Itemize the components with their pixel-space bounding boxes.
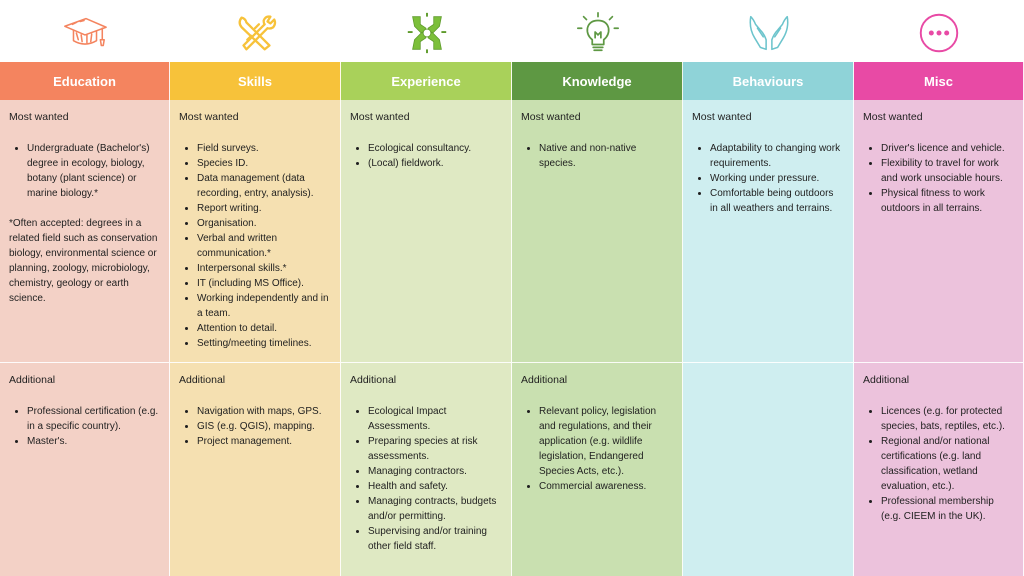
list-item: • Species ID. (197, 156, 330, 171)
list-item: • Ecological Impact Assessments. (368, 404, 501, 434)
section-title: Additional (179, 374, 226, 386)
misc-icon-cell (854, 0, 1024, 62)
misc-additional (854, 363, 1024, 576)
section-title: Most wanted (9, 111, 69, 123)
experience-most-wanted (341, 100, 512, 363)
list-item: • Working under pressure. (710, 171, 843, 186)
open-hands-icon (745, 10, 793, 56)
graduation-cap-icon (61, 10, 109, 56)
list-item: • Managing contractors. (368, 464, 501, 479)
skills-additional-list (179, 404, 330, 449)
list-item: • Setting/meeting timelines. (197, 336, 330, 351)
experience-header: Experience (341, 62, 512, 100)
section-title: Most wanted (863, 111, 923, 123)
list-item: • Driver's licence and vehicle. (881, 141, 1013, 156)
list-item: • Regional and/or national certifications (e.g. land classification, wetland evaluation, etc.). (881, 434, 1013, 494)
list-item: • Supervising and/or training other field staff. (368, 524, 501, 554)
experience-additional-list (350, 404, 501, 554)
misc-most-wanted-list (863, 141, 1013, 216)
skills-icon-cell (170, 0, 341, 62)
experience-additional (341, 363, 512, 576)
behaviours-most-wanted-list (692, 141, 843, 216)
list-item: • Undergraduate (Bachelor's) degree in ecology, biology, botany (plant science) or marine biology.* (27, 141, 159, 201)
section-title: Additional (9, 374, 56, 386)
list-item: • Physical fitness to work outdoors in all terrains. (881, 186, 1013, 216)
list-item: • Navigation with maps, GPS. (197, 404, 330, 419)
list-item: • Ecological consultancy. (368, 141, 501, 156)
education-most-wanted (0, 100, 170, 363)
knowledge-icon-cell (512, 0, 683, 62)
list-item: • Organisation. (197, 216, 330, 231)
hands-together-icon (403, 10, 451, 56)
knowledge-header: Knowledge (512, 62, 683, 100)
list-item: • Health and safety. (368, 479, 501, 494)
education-most-wanted-list (9, 141, 159, 201)
list-item: • Native and non-native species. (539, 141, 672, 171)
wrench-screwdriver-icon (232, 10, 280, 56)
section-title: Additional (350, 374, 397, 386)
list-item: • Master's. (27, 434, 159, 449)
skills-additional (170, 363, 341, 576)
section-title: Most wanted (521, 111, 581, 123)
experience-most-wanted-list (350, 141, 501, 171)
list-item: • (Local) fieldwork. (368, 156, 501, 171)
behaviours-most-wanted (683, 100, 854, 363)
section-title: Most wanted (692, 111, 752, 123)
education-additional (0, 363, 170, 576)
list-item: • Preparing species at risk assessments. (368, 434, 501, 464)
list-item: • Attention to detail. (197, 321, 330, 336)
behaviours-additional (683, 363, 854, 576)
skills-most-wanted (170, 100, 341, 363)
skills-header: Skills (170, 62, 341, 100)
list-item: • Professional membership (e.g. CIEEM in the UK). (881, 494, 1013, 524)
skills-most-wanted-list (179, 141, 330, 351)
ellipsis-circle-icon (915, 10, 963, 56)
education-icon-cell (0, 0, 170, 62)
list-item: • Flexibility to travel for work and work unsociable hours. (881, 156, 1013, 186)
list-item: • Adaptability to changing work requirements. (710, 141, 843, 171)
knowledge-additional (512, 363, 683, 576)
list-item: • Licences (e.g. for protected species, bats, reptiles, etc.). (881, 404, 1013, 434)
list-item: • Commercial awareness. (539, 479, 672, 494)
list-item: • Professional certification (e.g. in a specific country). (27, 404, 159, 434)
list-item: • Managing contracts, budgets and/or permitting. (368, 494, 501, 524)
list-item: • Project management. (197, 434, 330, 449)
behaviours-icon-cell (683, 0, 854, 62)
education-note: *Often accepted: degrees in a related field such as conservation biology, environmental science or planning, zoology, microbiology, chemistry, geology or earth science. (9, 218, 158, 304)
list-item: • Interpersonal skills.* (197, 261, 330, 276)
education-header: Education (0, 62, 170, 100)
section-title: Additional (521, 374, 568, 386)
list-item: • Verbal and written communication.* (197, 231, 330, 261)
list-item: • Data management (data recording, entry, analysis). (197, 171, 330, 201)
experience-icon-cell (341, 0, 512, 62)
misc-header: Misc (854, 62, 1024, 100)
section-title: Most wanted (179, 111, 239, 123)
section-title: Most wanted (350, 111, 410, 123)
list-item: • Field surveys. (197, 141, 330, 156)
misc-most-wanted (854, 100, 1024, 363)
list-item: • IT (including MS Office). (197, 276, 330, 291)
lightbulb-icon (574, 10, 622, 56)
list-item: • Working independently and in a team. (197, 291, 330, 321)
list-item: • Comfortable being outdoors in all weathers and terrains. (710, 186, 843, 216)
behaviours-header: Behaviours (683, 62, 854, 100)
list-item: • Report writing. (197, 201, 330, 216)
knowledge-most-wanted (512, 100, 683, 363)
knowledge-additional-list (521, 404, 672, 494)
education-additional-list (9, 404, 159, 449)
list-item: • GIS (e.g. QGIS), mapping. (197, 419, 330, 434)
section-title: Additional (863, 374, 910, 386)
list-item: • Relevant policy, legislation and regulations, and their application (e.g. wildlife legislation, Endangered Species Acts, etc.). (539, 404, 672, 479)
knowledge-most-wanted-list (521, 141, 672, 171)
misc-additional-list (863, 404, 1013, 524)
